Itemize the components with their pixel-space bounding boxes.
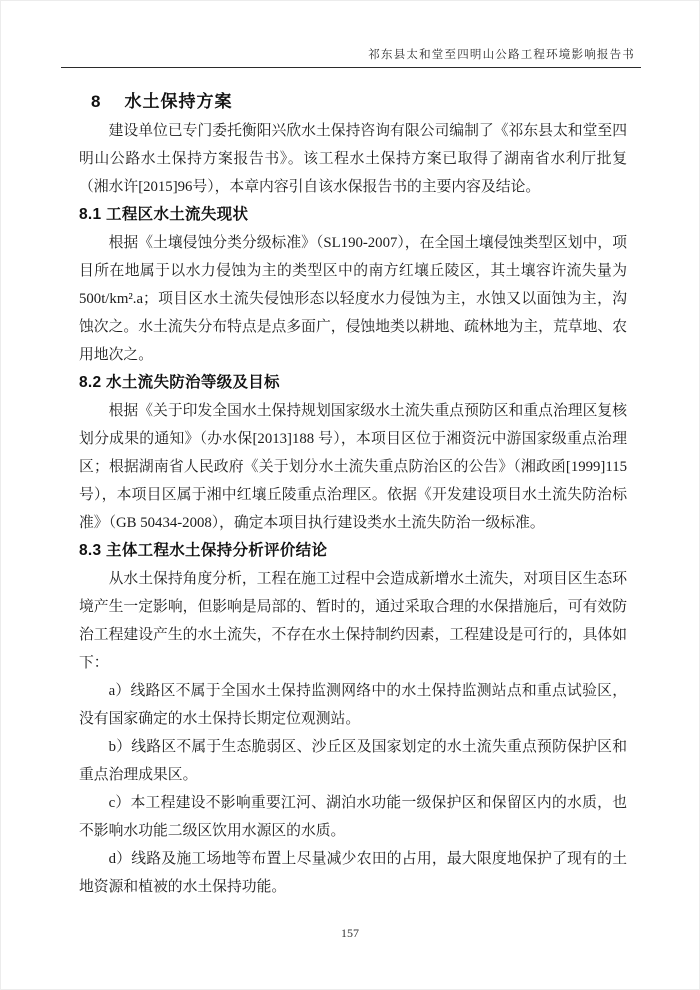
paragraph-8-3-intro: 从水土保持角度分析，工程在施工过程中会造成新增水土流失，对项目区生态环境产生一定影响，但影响是局部的、暂时的，通过采取合理的水保措施后，可有效防治工程建设产生的水土流失，不存在水土保持制约因素，工程建设是可行的，具体如下： [79,571,627,671]
paragraph-8-2: 根据《关于印发全国水土保持规划国家级水土流失重点预防区和重点治理区复核划分成果的通知》（办水保[2013]188 号），本项目区位于湘资沅中游国家级重点治理区；根据湖南省人民政府《关于划分水土流失重点防治区的公告》（湘政函[1999]115号），本项目区属于湘中红壤丘陵重点治理区。依据《开发建设项目水土流失防治标准》（GB 50434-2008），确定本项目执行建设类水土流失防治一级标准。 [79,403,627,531]
paragraph-item-c: c）本工程建设不影响重要江河、湖泊水功能一级保护区和保留区内的水质，也不影响水功能二级区饮用水源区的水质。 [79,795,627,839]
chapter-heading [91,87,627,117]
paragraph-intro: 建设单位已专门委托衡阳兴欣水土保持咨询有限公司编制了《祁东县太和堂至四明山公路水土保持方案报告书》。该工程水土保持方案已取得了湖南省水利厅批复（湘水许[2015]96号），本章内容引自该水保报告书的主要内容及结论。 [79,123,627,195]
paragraph-8-1: 根据《土壤侵蚀分类分级标准》（SL190-2007），在全国土壤侵蚀类型区划中，项目所在地属于以水力侵蚀为主的类型区中的南方红壤丘陵区，其土壤容许流失量为500t/km².a；项目区水土流失侵蚀形态以轻度水力侵蚀为主，水蚀又以面蚀为主，沟蚀次之。水土流失分布特点是点多面广，侵蚀地类以耕地、疏林地为主，荒草地、农用地次之。 [79,235,627,363]
running-head: 祁东县太和堂至四明山公路工程环境影响报告书 [368,49,635,61]
header-rule [61,67,641,68]
section-heading-8-3: 8.3 主体工程水土保持分析评价结论 [79,542,328,559]
page-footer [1,926,699,941]
section-heading-8-2: 8.2 水土流失防治等级及目标 [79,374,280,391]
section-heading-8-1: 8.1 工程区水土流失现状 [79,206,249,223]
chapter-title: 水土保持方案 [124,92,233,111]
page-number: 157 [341,926,359,940]
paragraph-item-b: b）线路区不属于生态脆弱区、沙丘区及国家划定的水土流失重点预防保护区和重点治理成果区。 [79,739,627,783]
chapter-number: 8 [91,92,101,111]
paragraph-item-d: d）线路及施工场地等布置上尽量减少农田的占用，最大限度地保护了现有的土地资源和植被的水土保持功能。 [79,851,627,895]
paragraph-item-a: a）线路区不属于全国水土保持监测网络中的水土保持监测站点和重点试验区，没有国家确定的水土保持长期定位观测站。 [79,683,627,727]
document-body [79,69,627,901]
